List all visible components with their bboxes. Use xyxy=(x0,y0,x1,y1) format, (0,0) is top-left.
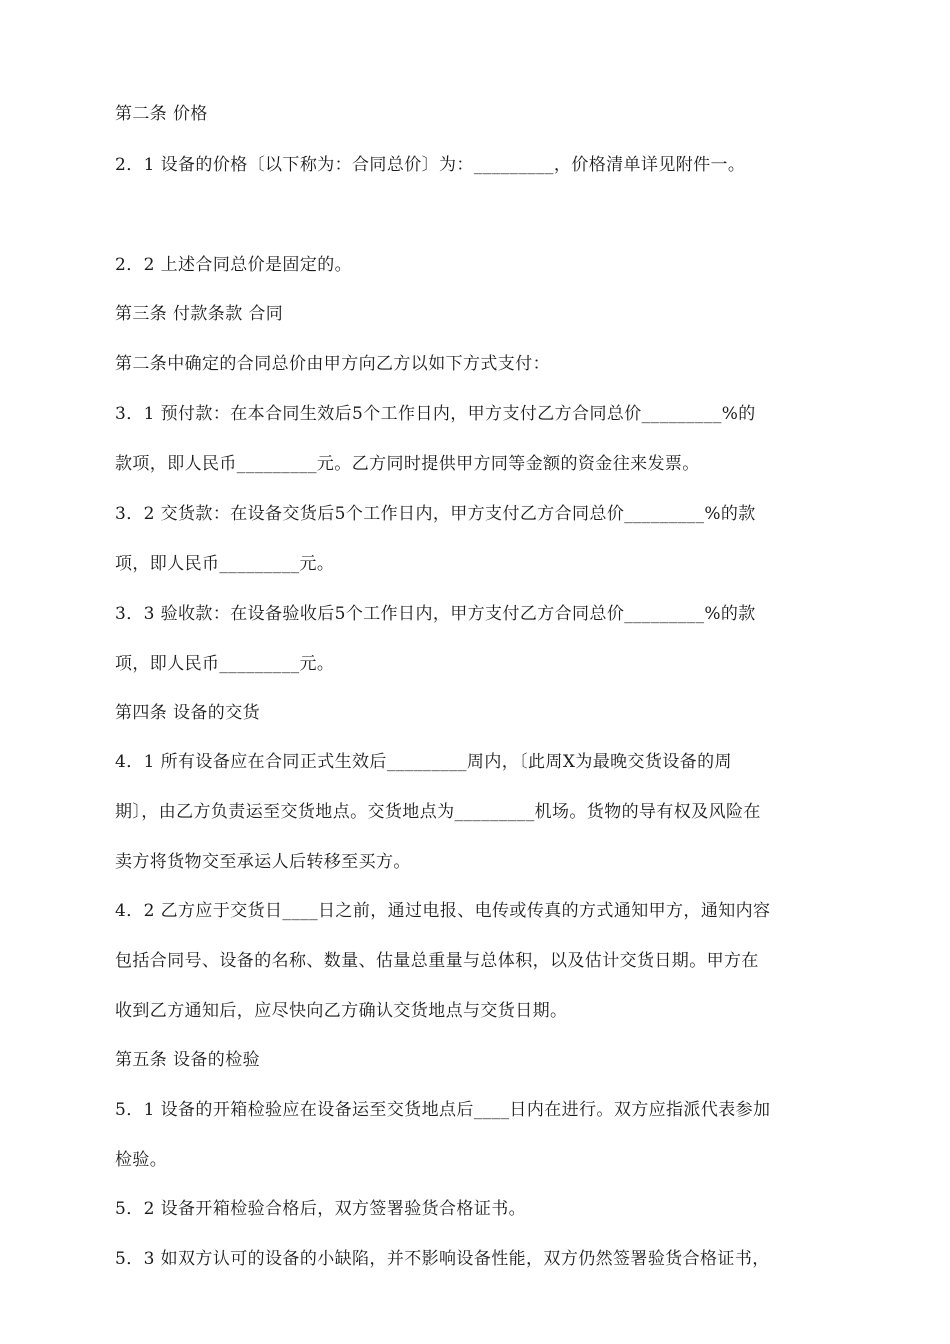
clause-3-2-line-1: 3．2 交货款：在设备交货后5个工作日内，甲方支付乙方合同总价_________%的款 xyxy=(115,504,756,524)
clause-4-1-line-1: 4．1 所有设备应在合同正式生效后_________周内，〔此周X为最晚交货设备的周 xyxy=(115,752,732,772)
payment-intro: 第二条中确定的合同总价由甲方向乙方以如下方式支付： xyxy=(115,354,550,374)
clause-5-2: 5．2 设备开箱检验合格后，双方签署验货合格证书。 xyxy=(115,1199,527,1219)
clause-5-1-line-1: 5．1 设备的开箱检验应在设备运至交货地点后____日内在进行。双方应指派代表参加 xyxy=(115,1100,771,1120)
clause-4-2-line-1: 4．2 乙方应于交货日____日之前，通过电报、电传或传真的方式通知甲方，通知内容 xyxy=(115,901,771,921)
clause-3-3-line-1: 3．3 验收款：在设备验收后5个工作日内，甲方支付乙方合同总价_________%的款 xyxy=(115,604,756,624)
clause-4-1-line-2: 期〕，由乙方负责运至交货地点。交货地点为_________机场。货物的导有权及风险在 xyxy=(115,802,761,822)
clause-2-1: 2．1 设备的价格〔以下称为：合同总价〕为：_________，价格清单详见附件一。 xyxy=(115,155,746,175)
clause-5-1-line-2: 检验。 xyxy=(115,1150,168,1170)
clause-3-1-line-1: 3．1 预付款：在本合同生效后5个工作日内，甲方支付乙方合同总价_________%的 xyxy=(115,404,756,424)
heading-article-2-price: 第二条 价格 xyxy=(115,104,208,124)
clause-3-1-line-2: 款项，即人民币_________元。乙方同时提供甲方同等金额的资金往来发票。 xyxy=(115,454,700,474)
clause-5-3-line-1: 5．3 如双方认可的设备的小缺陷，并不影响设备性能，双方仍然签署验货合格证书， xyxy=(115,1249,770,1269)
clause-3-3-line-2: 项，即人民币_________元。 xyxy=(115,654,335,674)
clause-2-2: 2．2 上述合同总价是固定的。 xyxy=(115,255,353,275)
clause-3-2-line-2: 项，即人民币_________元。 xyxy=(115,554,335,574)
clause-4-1-line-3: 卖方将货物交至承运人后转移至买方。 xyxy=(115,852,411,872)
heading-article-3-payment: 第三条 付款条款 合同 xyxy=(115,304,284,324)
clause-4-2-line-3: 收到乙方通知后，应尽快向乙方确认交货地点与交货日期。 xyxy=(115,1001,568,1021)
heading-article-4-delivery: 第四条 设备的交货 xyxy=(115,703,261,723)
heading-article-5-inspection: 第五条 设备的检验 xyxy=(115,1050,261,1070)
clause-4-2-line-2: 包括合同号、设备的名称、数量、估量总重量与总体积，以及估计交货日期。甲方在 xyxy=(115,951,759,971)
